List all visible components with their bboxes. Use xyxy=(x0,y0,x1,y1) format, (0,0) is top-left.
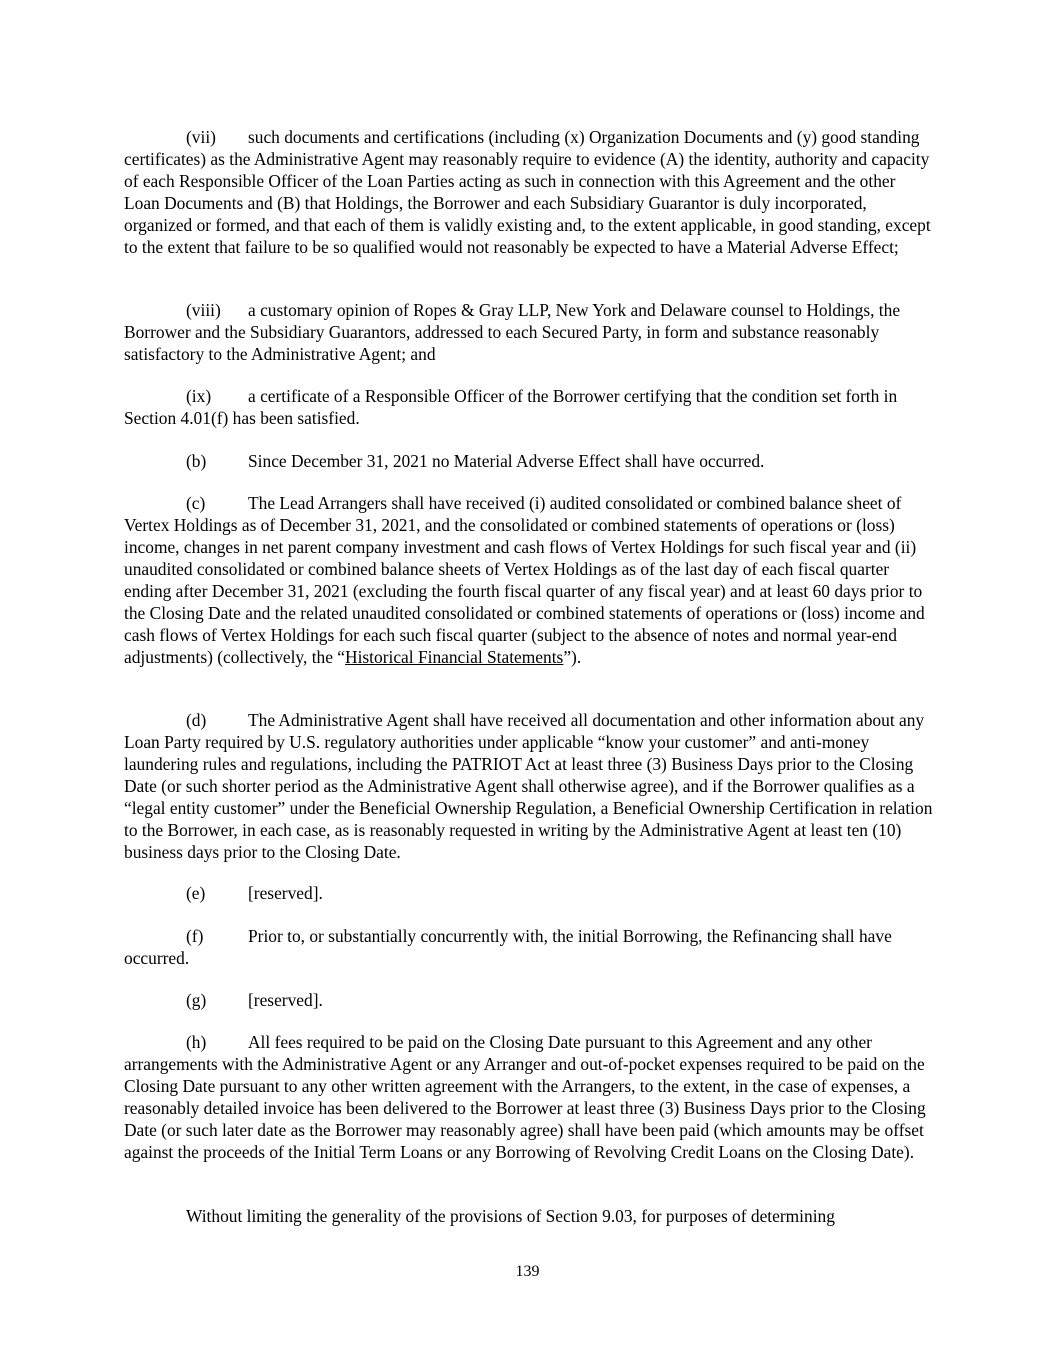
paragraph-closing xyxy=(124,1205,934,1227)
paragraph-label: (f) xyxy=(186,926,204,946)
paragraph-text: Since December 31, 2021 no Material Adverse Effect shall have occurred. xyxy=(248,451,765,471)
paragraph-label: (viii) xyxy=(186,300,221,320)
paragraph-label: (ix) xyxy=(186,386,212,406)
paragraph-text: Prior to, or substantially concurrently with, the initial Borrowing, the Refinancing shall have occurred. xyxy=(124,926,892,968)
paragraph-label: (d) xyxy=(186,710,207,730)
paragraph-vii xyxy=(124,126,934,258)
paragraph-label: (e) xyxy=(186,883,206,903)
defined-term: Historical Financial Statements xyxy=(345,647,564,667)
paragraph-c xyxy=(124,492,934,668)
paragraph-text: [reserved]. xyxy=(248,883,323,903)
paragraph-b xyxy=(124,450,934,472)
paragraph-h xyxy=(124,1031,934,1163)
paragraph-label: (h) xyxy=(186,1032,207,1052)
paragraph-text: All fees required to be paid on the Closing Date pursuant to this Agreement and any other arrangements with the Administrative Agent or any Arranger and out-of-pocket expenses required to be paid on the Closing Date pursuant to any other written agreement with the Arrangers, to the extent, in the case of expenses, a reasonably detailed invoice has been delivered to the Borrower at least three (3) Business Days prior to the Closing Date (or such later date as the Borrower may reasonably agree) shall have been paid (which amounts may be offset against the proceeds of the Initial Term Loans or any Borrowing of Revolving Credit Loans on the Closing Date). xyxy=(124,1032,926,1162)
page-number: 139 xyxy=(515,1263,540,1280)
paragraph-text: such documents and certifications (including (x) Organization Documents and (y) good standing certificates) as the Administrative Agent may reasonably require to evidence (A) the identity, authority and capacity of each Responsible Officer of the Loan Parties acting as such in connection with this Agreement and the other Loan Documents and (B) that Holdings, the Borrower and each Subsidiary Guarantor is duly incorporated, organized or formed, and that each of them is validly existing and, to the extent applicable, in good standing, except to the extent that failure to be so qualified would not reasonably be expected to have a Material Adverse Effect; xyxy=(124,127,931,257)
paragraph-viii xyxy=(124,299,934,365)
paragraph-text: [reserved]. xyxy=(248,990,323,1010)
paragraph-text: Without limiting the generality of the provisions of Section 9.03, for purposes of determining xyxy=(186,1206,835,1226)
paragraph-label: (vii) xyxy=(186,127,216,147)
paragraph-label: (c) xyxy=(186,493,206,513)
paragraph-e xyxy=(124,882,934,904)
paragraph-f xyxy=(124,925,934,969)
paragraph-ix xyxy=(124,385,934,429)
paragraph-d xyxy=(124,709,934,863)
paragraph-text: a customary opinion of Ropes & Gray LLP, New York and Delaware counsel to Holdings, the Borrower and the Subsidiary Guarantors, addressed to each Secured Party, in form and substance reasonably satisfactory to the Administrative Agent; and xyxy=(124,300,901,364)
paragraph-text: The Lead Arrangers shall have received (i) audited consolidated or combined balance sheet of Vertex Holdings as of December 31, 2021, and the consolidated or combined statements of operations or (loss) income, changes in net parent company investment and cash flows of Vertex Holdings for such fiscal year and (ii) unaudited consolidated or combined balance sheets of Vertex Holdings as of the last day of each fiscal quarter ending after December 31, 2021 (excluding the fourth fiscal quarter of any fiscal year) and at least 60 days prior to the Closing Date and the related unaudited consolidated or combined statements of operations or (loss) income and cash flows of Vertex Holdings for each such fiscal quarter (subject to the absence of notes and normal year-end adjustments) (collectively, the “ xyxy=(124,493,925,667)
paragraph-text: The Administrative Agent shall have received all documentation and other information about any Loan Party required by U.S. regulatory authorities under applicable “know your customer” and anti-money laundering rules and regulations, including the PATRIOT Act at least three (3) Business Days prior to the Closing Date (or such shorter period as the Administrative Agent shall otherwise agree), and if the Borrower qualifies as a “legal entity customer” under the Beneficial Ownership Regulation, a Beneficial Ownership Certification in relation to the Borrower, in each case, as is reasonably requested in writing by the Administrative Agent at least ten (10) business days prior to the Closing Date. xyxy=(124,710,933,862)
paragraph-g xyxy=(124,989,934,1011)
paragraph-label: (b) xyxy=(186,451,207,471)
paragraph-label: (g) xyxy=(186,990,207,1010)
paragraph-text: a certificate of a Responsible Officer of the Borrower certifying that the condition set forth in Section 4.01(f) has been satisfied. xyxy=(124,386,898,428)
paragraph-tail: ”). xyxy=(563,647,582,667)
